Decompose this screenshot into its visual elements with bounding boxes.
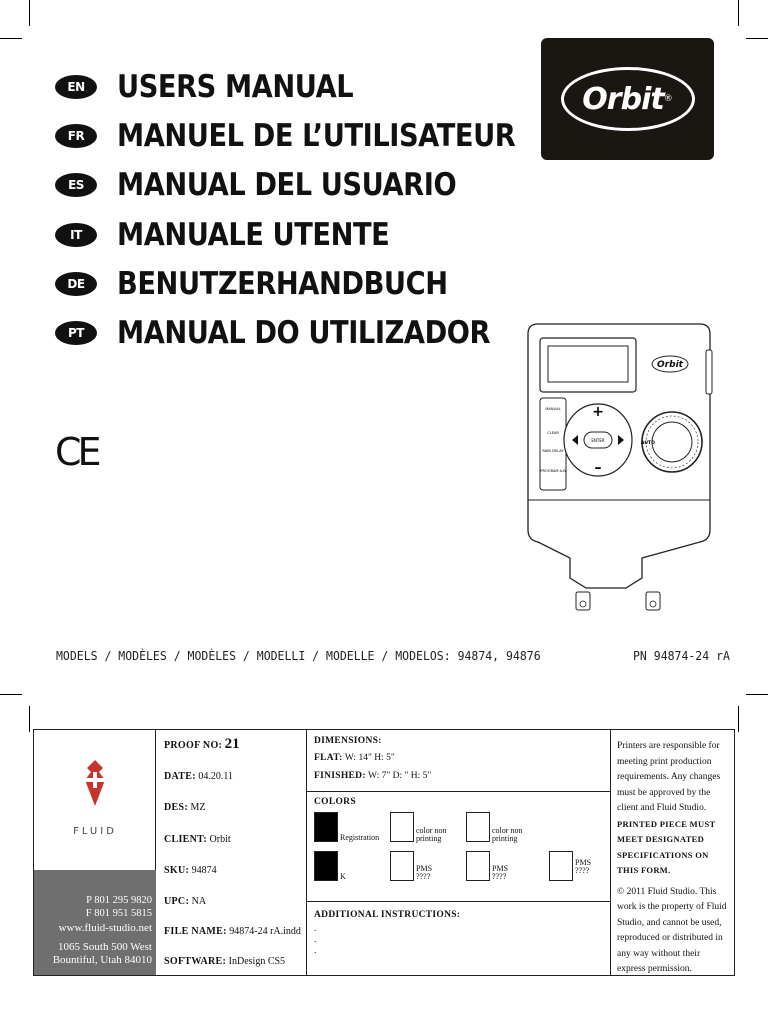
language-badge: EN <box>55 75 97 99</box>
studio-address-2: Bountiful, Utah 84010 <box>52 954 152 966</box>
language-row-de <box>55 264 493 304</box>
field-software: SOFTWARE: InDesign CS5 <box>164 956 286 967</box>
notice-paragraph-3: © 2011 Fluid Studio. This work is the property of Fluid Studio, and cannot be used, reproduced or distributed in any way without their express permission. <box>617 886 727 974</box>
manual-title: USERS MANUAL <box>117 69 354 105</box>
swatch-label-pms-3: PMS ???? <box>575 858 592 875</box>
device-enter-label: ENTER <box>591 438 605 443</box>
language-badge: IT <box>55 223 97 247</box>
device-button-rain-delay: RAIN DELAY <box>542 449 564 453</box>
field-designer: DES: MZ <box>164 802 206 813</box>
field-proof-no: PROOF NO: 21 <box>164 736 240 752</box>
divider-dimensions <box>306 791 610 792</box>
language-row-pt <box>55 313 541 353</box>
notice-paragraph-1: Printers are responsible for meeting print production requirements. Any changes must be approved by the client and Fluid Studio. <box>617 741 721 813</box>
language-badge: DE <box>55 272 97 296</box>
language-row-es <box>55 165 502 205</box>
studio-name: FLUID <box>73 826 117 837</box>
manual-title: MANUEL DE L’UTILISATEUR <box>117 118 516 154</box>
crop-mark-bottom-right-h <box>746 694 768 695</box>
swatch-label-registration: Registration <box>340 833 380 842</box>
swatch-non-printing-1 <box>390 812 414 842</box>
language-row-en <box>55 67 385 107</box>
ce-mark: CE <box>55 430 98 474</box>
divider-colors <box>306 901 610 902</box>
device-button-clear: CLEAR <box>547 431 559 435</box>
proof-number: 21 <box>224 736 240 752</box>
models-line: MODELS / MODÈLES / MODÈLES / MODELLI / MODELLE / MODELOS: 94874, 94876 <box>56 648 541 663</box>
notice-paragraph-2: PRINTED PIECE MUST MEET DESIGNATED SPECIFICATIONS ON THIS FORM. <box>617 818 716 875</box>
field-file-name: FILE NAME: 94874-24 rA.indd <box>164 926 301 937</box>
device-button-panel <box>540 398 566 490</box>
registered-mark: ® <box>663 94 673 104</box>
additional-instructions-heading: ADDITIONAL INSTRUCTIONS: <box>314 910 461 920</box>
manual-title: BENUTZERHANDBUCH <box>117 266 448 302</box>
field-date: DATE: 04.20.11 <box>164 771 234 782</box>
studio-address-1: 1065 South 500 West <box>58 941 152 953</box>
studio-website: www.fluid-studio.net <box>58 922 152 934</box>
language-badge: FR <box>55 124 97 148</box>
orbit-logo <box>541 38 714 160</box>
proof-sheet-table <box>33 729 735 976</box>
crop-mark-top-right-h <box>746 38 768 39</box>
crop-mark-bottom-left-h <box>0 694 22 695</box>
logo-text: Orbit <box>582 81 664 117</box>
language-row-it <box>55 215 426 255</box>
manual-title: MANUAL DEL USUARIO <box>117 167 457 203</box>
crop-mark-top-left-h <box>0 38 22 39</box>
language-badge: ES <box>55 173 97 197</box>
device-dial-label: AUTO <box>641 441 655 446</box>
device-minus: – <box>594 460 602 476</box>
crop-mark-bottom-right-v <box>738 706 739 732</box>
dimensions-flat: FLAT: W: 14" H: 5" <box>314 753 395 763</box>
swatch-label-pms-1: PMS ???? <box>416 864 433 881</box>
swatch-pms-3 <box>549 851 573 881</box>
divider-2 <box>306 730 307 975</box>
dimensions-finished: FINISHED: W: 7" D: " H: 5" <box>314 771 432 781</box>
dimensions-heading: DIMENSIONS: <box>314 736 382 746</box>
field-sku: SKU: 94874 <box>164 865 217 876</box>
swatch-label-non-printing-1: color non printing <box>416 826 447 843</box>
device-button-manual: MANUAL <box>545 407 561 411</box>
device-plus: + <box>592 404 604 420</box>
device-button-program: PROGRAM A-B <box>540 469 566 473</box>
studio-logo-area <box>34 730 156 870</box>
timer-device-illustration <box>524 320 714 615</box>
swatch-non-printing-2 <box>466 812 490 842</box>
crop-mark-top-right-v <box>738 0 739 26</box>
divider-3 <box>610 730 611 975</box>
logo-oval <box>561 67 695 131</box>
manual-title: MANUAL DO UTILIZADOR <box>117 315 491 351</box>
field-upc: UPC: NA <box>164 896 207 907</box>
manual-title: MANUALE UTENTE <box>117 217 390 253</box>
field-client: CLIENT: Orbit <box>164 834 231 845</box>
device-dial-inner <box>652 422 692 462</box>
printer-notice <box>617 739 729 978</box>
crop-mark-top-left-v <box>29 0 30 26</box>
crop-mark-bottom-left-v <box>29 706 30 732</box>
device-logo-text: Orbit <box>657 360 683 370</box>
swatch-pms-2 <box>466 851 490 881</box>
studio-phone: P 801 295 9820 <box>86 895 152 906</box>
language-row-fr <box>55 116 570 156</box>
swatch-label-pms-2: PMS ???? <box>492 864 509 881</box>
swatch-registration <box>314 812 338 842</box>
studio-contact-panel <box>34 870 156 975</box>
swatch-label-black: K <box>340 872 346 881</box>
language-badge: PT <box>55 321 97 345</box>
swatch-pms-1 <box>390 851 414 881</box>
part-number: PN 94874-24 rA <box>633 648 730 663</box>
swatch-label-non-printing-2: color non printing <box>492 826 523 843</box>
fluid-logo-icon <box>81 758 109 808</box>
studio-fax: F 801 951 5815 <box>85 908 152 919</box>
swatch-black <box>314 851 338 881</box>
colors-heading: COLORS <box>314 797 356 807</box>
device-side-tab <box>706 350 712 394</box>
device-lcd-screen <box>548 346 628 382</box>
additional-instructions-lines: . . . <box>314 924 317 956</box>
